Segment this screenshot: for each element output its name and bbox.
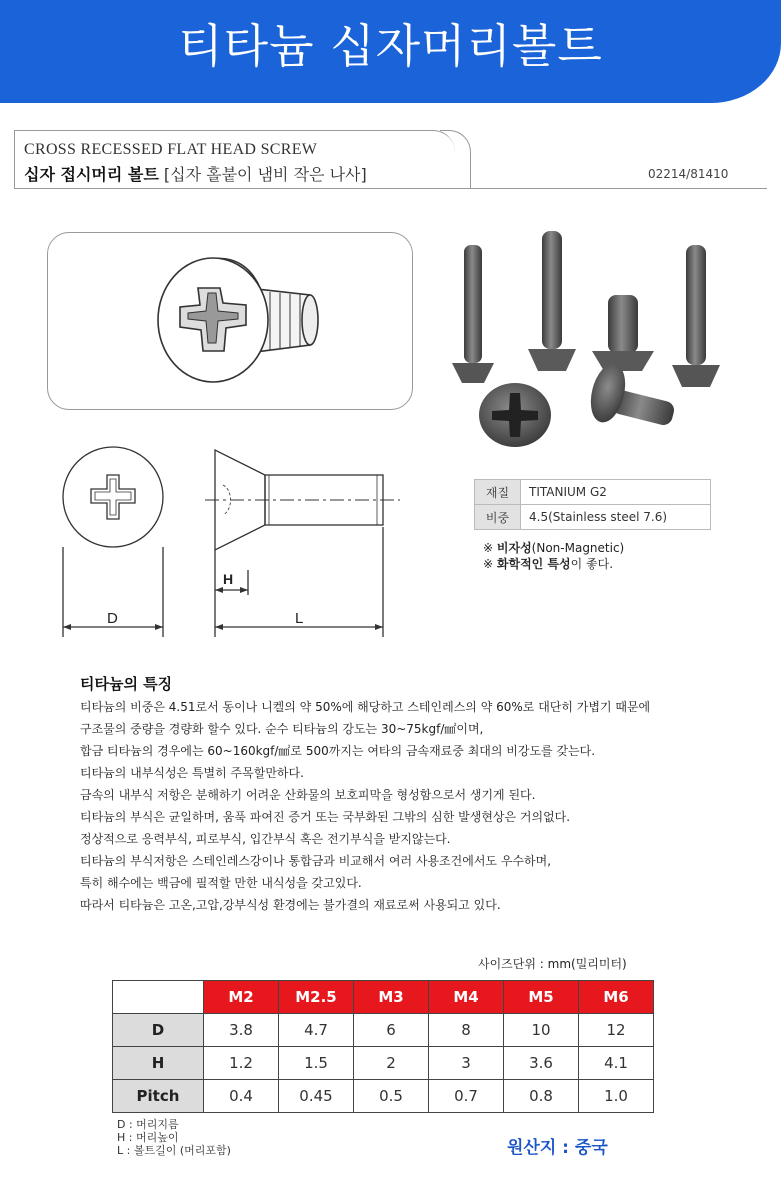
features-title: 티타늄의 특징 — [80, 675, 173, 693]
size-header-row — [113, 981, 654, 1014]
feature-line: 티타늄의 내부식성은 특별히 주목할만하다. — [80, 766, 304, 780]
feature-line: 티타늄의 비중은 4.51로서 동이나 니켈의 약 50%에 해당하고 스테인레스의 약 60%로 대단히 가볍기 때문에 — [80, 700, 651, 714]
size-header: M6 — [579, 981, 654, 1014]
gravity-value: 4.5(Stainless steel 7.6) — [521, 505, 711, 530]
feature-line: 합금 티타늄의 경우에는 60~160kgf/㎟로 500까지는 여타의 금속재료중 최대의 비강도를 갖는다. — [80, 744, 596, 758]
country-of-origin: 원산지 : 중국 — [507, 1138, 608, 1158]
size-cell: 1.5 — [279, 1047, 354, 1080]
size-cell: 10 — [504, 1014, 579, 1047]
material-key: 재질 — [475, 480, 521, 505]
size-cell: 12 — [579, 1014, 654, 1047]
size-row-h — [113, 1047, 654, 1080]
size-cell: 3.6 — [504, 1047, 579, 1080]
size-header: M2.5 — [279, 981, 354, 1014]
size-row-pitch — [113, 1080, 654, 1113]
size-table — [112, 980, 654, 1113]
korean-title-bold: 십자 접시머리 볼트 — [24, 165, 159, 184]
screw-sketch-panel — [47, 232, 413, 410]
english-product-title: CROSS RECESSED FLAT HEAD SCREW — [24, 141, 318, 158]
size-header: M2 — [204, 981, 279, 1014]
material-table — [474, 479, 711, 530]
material-row — [475, 480, 711, 505]
banner-title: 티타늄 십자머리볼트 — [178, 19, 603, 73]
size-cell: 0.7 — [429, 1080, 504, 1113]
feature-line: 정상적으로 응력부식, 피로부식, 입간부식 혹은 전기부식을 받지않는다. — [80, 832, 451, 846]
size-cell: 1.2 — [204, 1047, 279, 1080]
property-notes — [483, 540, 624, 572]
note-rest: (Non-Magnetic) — [531, 541, 625, 555]
size-cell: 2 — [354, 1047, 429, 1080]
size-header: M3 — [354, 981, 429, 1014]
feature-line: 금속의 내부식 저항은 분해하기 어려운 산화물의 보호피막을 형성함으로서 생기게 된다. — [80, 788, 536, 802]
table-corner — [113, 981, 204, 1014]
size-cell: 8 — [429, 1014, 504, 1047]
note-bold: 비자성 — [496, 541, 532, 555]
dimension-label-h: H — [223, 571, 234, 587]
size-cell: 6 — [354, 1014, 429, 1047]
legend-item: D : 머리지름 — [117, 1118, 179, 1131]
legend-item: H : 머리높이 — [117, 1131, 179, 1144]
feature-line: 티타늄의 부식은 균일하며, 움푹 파여진 증거 또는 국부화된 그밖의 심한 발생현상은 거의없다. — [80, 810, 571, 824]
note-rest: 이 좋다. — [570, 557, 614, 571]
titanium-screws-photo — [440, 225, 730, 450]
note-item — [483, 556, 624, 572]
size-unit-note: 사이즈단위 : mm(밀리미터) — [478, 957, 627, 971]
screw-sketch-illustration — [48, 233, 412, 409]
size-header: M5 — [504, 981, 579, 1014]
row-label: Pitch — [113, 1080, 204, 1113]
features-body — [80, 696, 650, 916]
korean-product-title — [24, 162, 367, 185]
feature-line: 특히 해수에는 백금에 필적할 만한 내식성을 갖고있다. — [80, 876, 362, 890]
feature-line: 따라서 티타늄은 고온,고압,강부식성 환경에는 불가결의 재료로써 사용되고 있다. — [80, 898, 501, 912]
size-cell: 0.5 — [354, 1080, 429, 1113]
header-divider — [14, 188, 767, 189]
gravity-key: 비중 — [475, 505, 521, 530]
feature-line: 구조물의 중량을 경량화 할수 있다. 순수 티타늄의 강도는 30~75kgf/㎟이며, — [80, 722, 484, 736]
korean-title-rest: [십자 홀붙이 냄비 작은 나사] — [163, 165, 367, 184]
note-mark: ※ — [483, 541, 494, 555]
dimension-label-d: D — [107, 610, 118, 627]
row-label: D — [113, 1014, 204, 1047]
note-mark: ※ — [483, 557, 494, 571]
product-code: 02214/81410 — [648, 167, 729, 181]
title-banner — [0, 0, 781, 103]
note-bold: 화학적인 특성 — [496, 557, 571, 571]
row-label: H — [113, 1047, 204, 1080]
size-cell: 4.1 — [579, 1047, 654, 1080]
size-cell: 0.8 — [504, 1080, 579, 1113]
size-cell: 4.7 — [279, 1014, 354, 1047]
legend-item: L : 볼트길이 (머리포함) — [117, 1144, 231, 1157]
material-value: TITANIUM G2 — [521, 480, 711, 505]
dimension-drawing — [55, 445, 400, 645]
size-cell: 0.45 — [279, 1080, 354, 1113]
feature-line: 티타늄의 부식저항은 스테인레스강이나 통합금과 비교해서 여러 사용조건에서도 우수하며, — [80, 854, 552, 868]
dimension-legend — [117, 1118, 231, 1157]
gravity-row — [475, 505, 711, 530]
note-item — [483, 540, 624, 556]
size-header: M4 — [429, 981, 504, 1014]
size-cell: 0.4 — [204, 1080, 279, 1113]
size-cell: 3.8 — [204, 1014, 279, 1047]
size-cell: 3 — [429, 1047, 504, 1080]
size-row-d — [113, 1014, 654, 1047]
size-cell: 1.0 — [579, 1080, 654, 1113]
dimension-label-l: L — [295, 610, 304, 627]
header-frame-curve — [440, 130, 471, 189]
